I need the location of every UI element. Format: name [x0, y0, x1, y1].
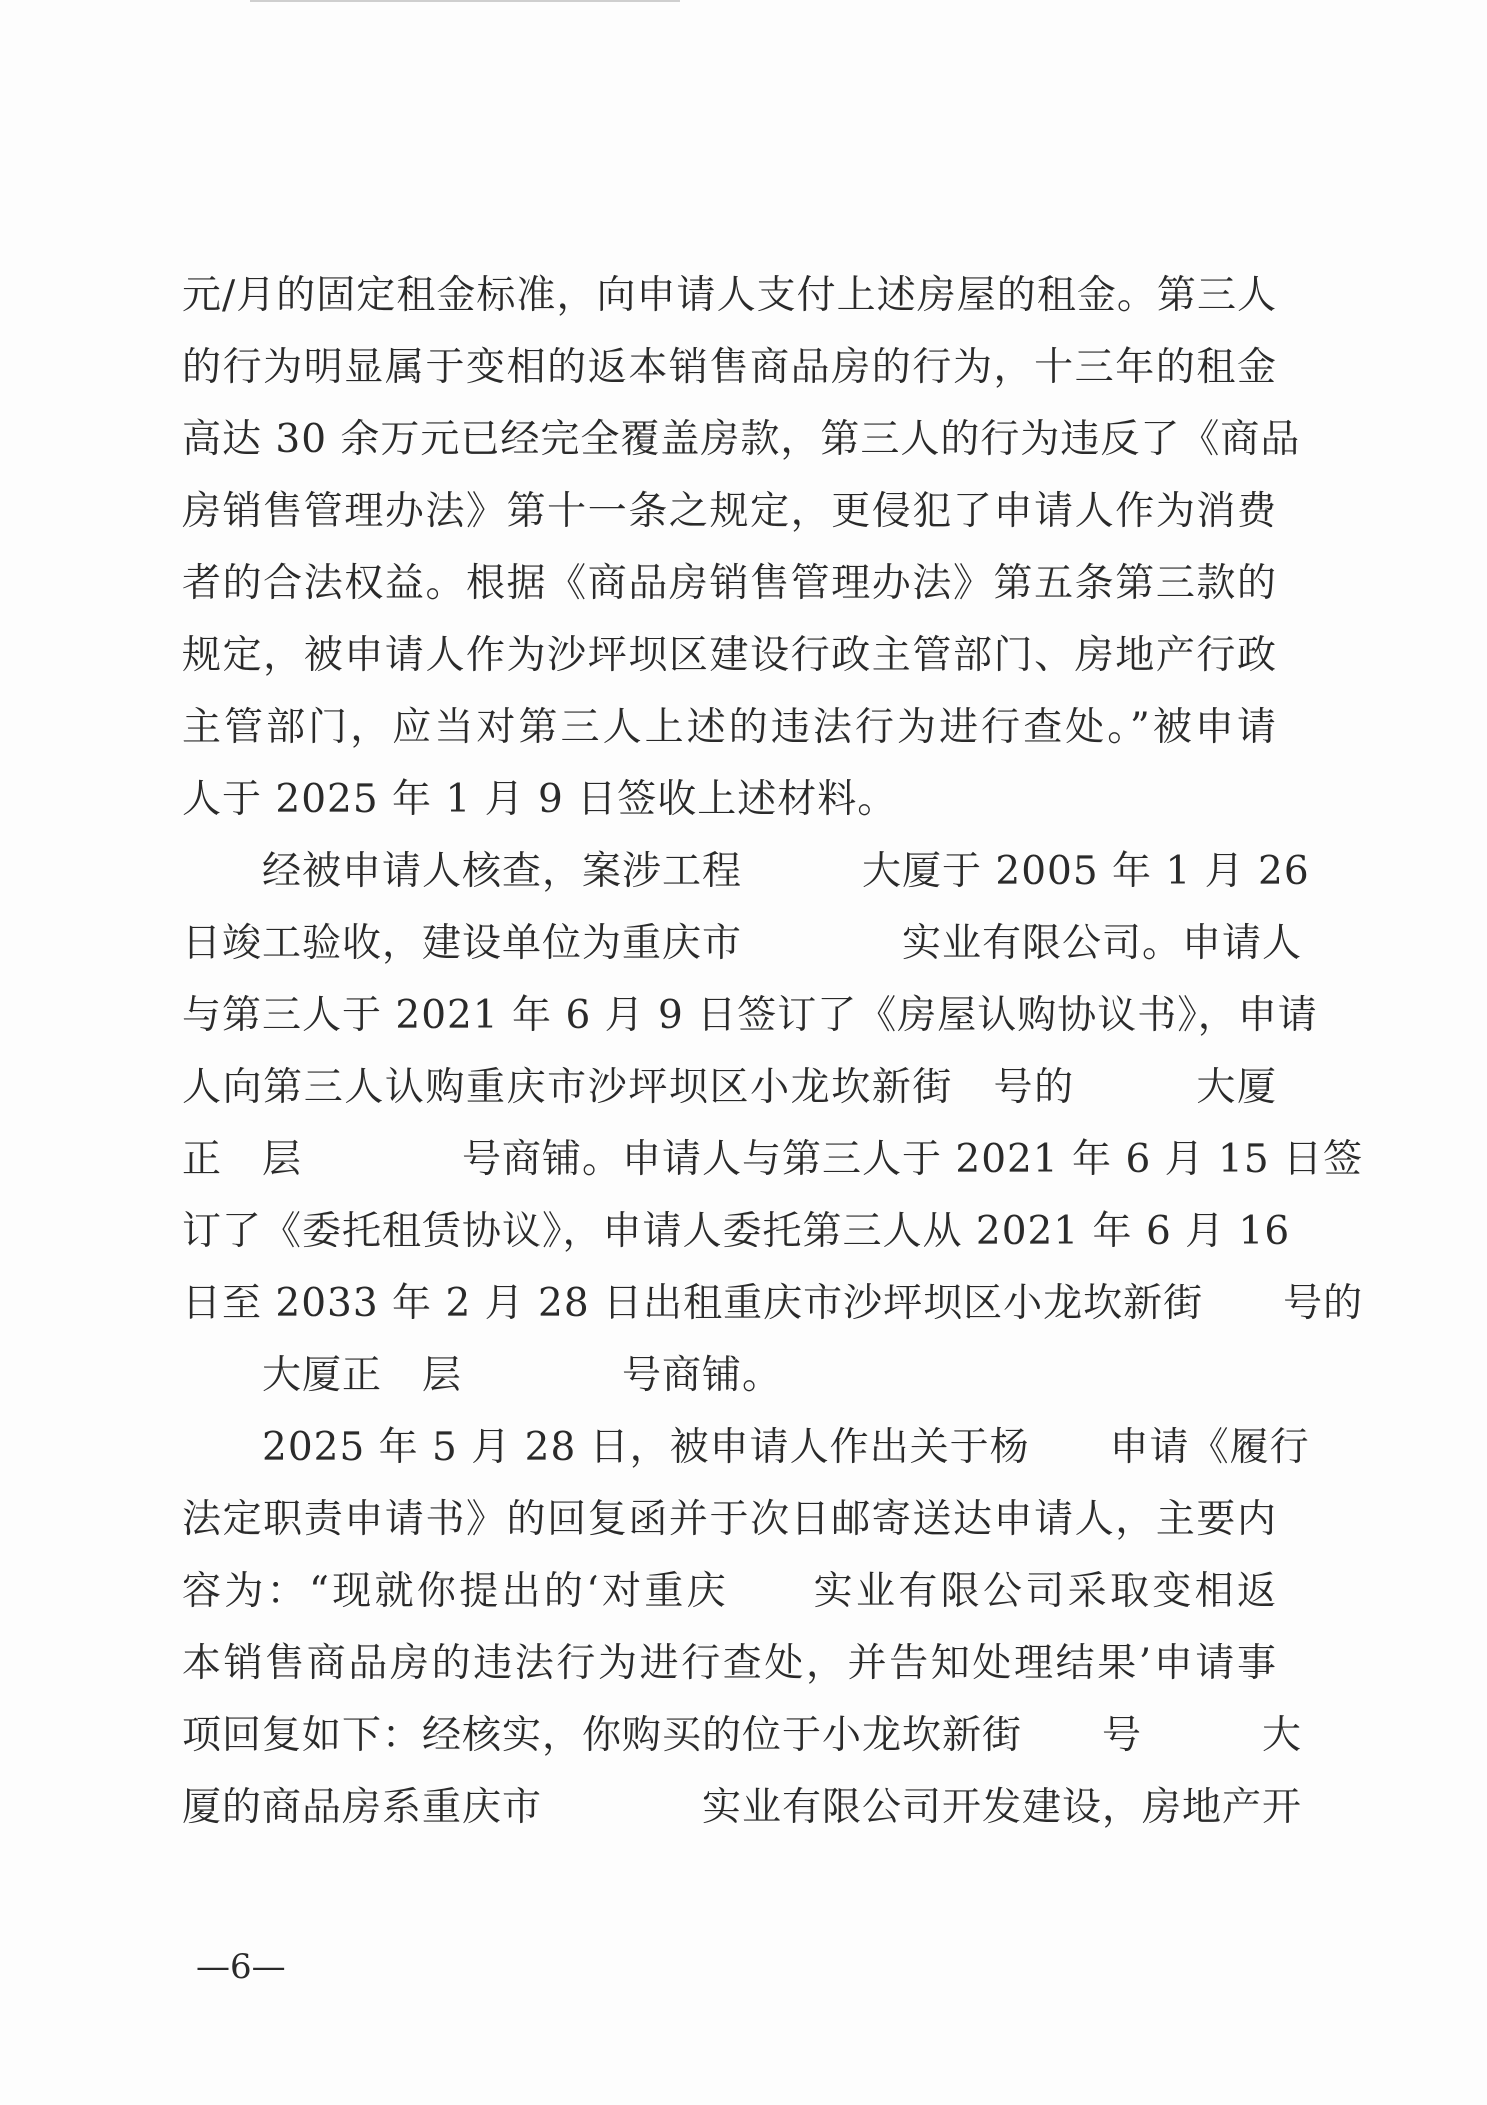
text-line-16: 大厦正 层 号商铺。 — [182, 1353, 783, 1398]
text-line-7: 主管部门，应当对第三人上述的违法行为进行查处。”被申请 — [182, 705, 1277, 750]
text-line-3: 高达 30 余万元已经完全覆盖房款，第三人的行为违反了《商品 — [182, 417, 1301, 462]
text-line-1: 元/月的固定租金标准，向申请人支付上述房屋的租金。第三人 — [182, 273, 1277, 318]
text-line-11: 与第三人于 2021 年 6 月 9 日签订了《房屋认购协议书》，申请 — [182, 993, 1318, 1038]
text-line-8: 人于 2025 年 1 月 9 日签收上述材料。 — [182, 777, 898, 822]
text-line-22: 厦的商品房系重庆市 实业有限公司开发建设，房地产开 — [182, 1785, 1303, 1830]
text-line-2: 的行为明显属于变相的返本销售商品房的行为，十三年的租金 — [182, 345, 1277, 390]
text-line-9: 经被申请人核查，案涉工程 大厦于 2005 年 1 月 26 — [182, 849, 1310, 894]
text-line-13: 正 层 号商铺。申请人与第三人于 2021 年 6 月 15 日签 — [182, 1137, 1364, 1182]
text-line-14: 订了《委托租赁协议》，申请人委托第三人从 2021 年 6 月 16 — [182, 1209, 1291, 1254]
text-line-5: 者的合法权益。根据《商品房销售管理办法》第五条第三款的 — [182, 561, 1277, 606]
text-line-19: 容为：“现就你提出的‘对重庆 实业有限公司采取变相返 — [182, 1569, 1277, 1614]
text-line-21: 项回复如下：经核实，你购买的位于小龙坎新街 号 大 — [182, 1713, 1303, 1758]
text-line-4: 房销售管理办法》第十一条之规定，更侵犯了申请人作为消费 — [182, 489, 1277, 534]
text-line-17: 2025 年 5 月 28 日，被申请人作出关于杨 申请《履行 — [182, 1425, 1310, 1470]
text-line-20: 本销售商品房的违法行为进行查处，并告知处理结果’申请事 — [182, 1641, 1277, 1686]
page-number: —6— — [196, 1947, 286, 1987]
top-rule — [250, 0, 680, 2]
text-line-6: 规定，被申请人作为沙坪坝区建设行政主管部门、房地产行政 — [182, 633, 1277, 678]
text-line-12: 人向第三人认购重庆市沙坪坝区小龙坎新街 号的 大厦 — [182, 1065, 1277, 1110]
text-line-15: 日至 2033 年 2 月 28 日出租重庆市沙坪坝区小龙坎新街 号的 — [182, 1281, 1364, 1326]
text-line-10: 日竣工验收，建设单位为重庆市 实业有限公司。申请人 — [182, 921, 1303, 966]
text-line-18: 法定职责申请书》的回复函并于次日邮寄送达申请人，主要内 — [182, 1497, 1277, 1542]
